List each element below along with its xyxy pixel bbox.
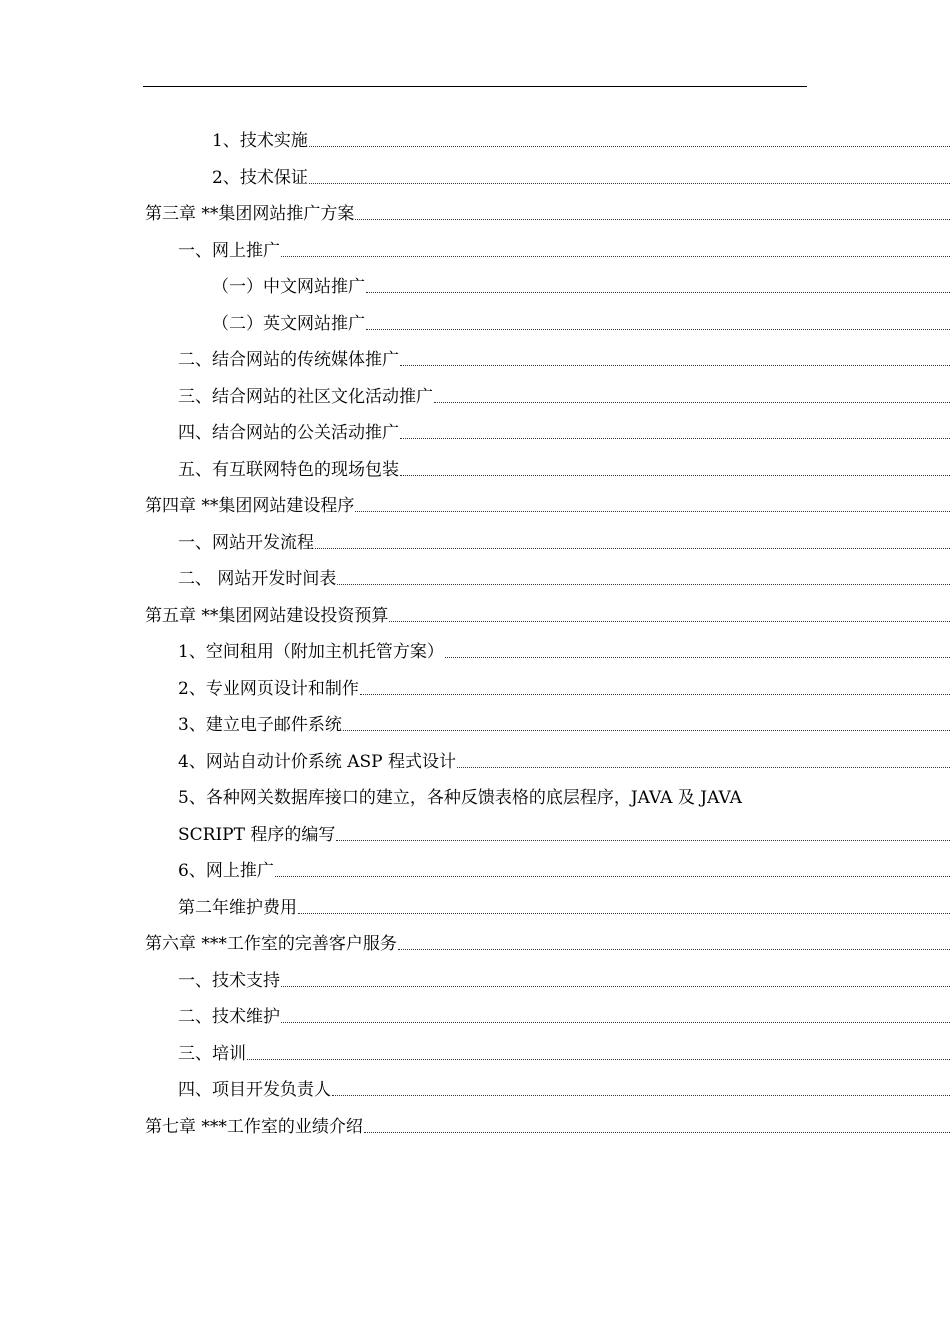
toc-dot-leader bbox=[315, 525, 950, 562]
toc-entry[interactable] bbox=[0, 561, 950, 598]
toc-entry[interactable] bbox=[0, 1036, 950, 1073]
toc-entry[interactable] bbox=[0, 744, 950, 781]
toc-dot-leader bbox=[398, 926, 950, 963]
toc-dot-leader bbox=[366, 306, 950, 343]
toc-dot-leader bbox=[332, 1072, 950, 1109]
toc-entry-text: 第七章 ***工作室的业绩介绍 bbox=[145, 1109, 364, 1146]
toc-dot-leader bbox=[355, 488, 950, 525]
toc-entry[interactable] bbox=[0, 780, 950, 817]
toc-entry-text: 三、培训 bbox=[178, 1036, 247, 1073]
toc-entry-text: 第四章 **集团网站建设程序 bbox=[145, 488, 355, 525]
toc-entry[interactable] bbox=[0, 452, 950, 489]
toc-entry[interactable] bbox=[0, 160, 950, 197]
toc-entry-text: （二）英文网站推广 bbox=[212, 306, 366, 343]
toc-entry[interactable] bbox=[0, 123, 950, 160]
toc-dot-leader bbox=[364, 1109, 950, 1146]
toc-entry[interactable] bbox=[0, 598, 950, 635]
toc-dot-leader bbox=[366, 269, 950, 306]
toc-entry-text: 第二年维护费用 bbox=[178, 890, 298, 927]
toc-entry-text: 四、项目开发负责人 bbox=[178, 1072, 332, 1109]
toc-entry[interactable] bbox=[0, 379, 950, 416]
toc-entry-text: 2、技术保证 bbox=[212, 160, 309, 197]
toc-dot-leader bbox=[275, 853, 950, 890]
toc-dot-leader bbox=[389, 598, 950, 635]
toc-entry-text: 二、 网站开发时间表 bbox=[178, 561, 337, 598]
toc-dot-leader bbox=[309, 160, 950, 197]
header-rule bbox=[143, 86, 807, 87]
table-of-contents bbox=[0, 123, 950, 1145]
toc-entry-text: 一、网站开发流程 bbox=[178, 525, 315, 562]
toc-dot-leader bbox=[355, 196, 950, 233]
toc-entry[interactable] bbox=[0, 853, 950, 890]
toc-entry-text: 三、结合网站的社区文化活动推广 bbox=[178, 379, 434, 416]
toc-entry-text: 1、技术实施 bbox=[212, 123, 309, 160]
toc-entry[interactable] bbox=[0, 233, 950, 270]
toc-entry-text: 6、网上推广 bbox=[178, 853, 275, 890]
toc-dot-leader bbox=[343, 707, 950, 744]
toc-entry-text: 5、各种网关数据库接口的建立，各种反馈表格的底层程序，JAVA 及 JAVA bbox=[178, 780, 743, 817]
toc-dot-leader bbox=[434, 379, 950, 416]
toc-dot-leader bbox=[281, 963, 950, 1000]
toc-entry-text: 3、建立电子邮件系统 bbox=[178, 707, 343, 744]
toc-dot-leader bbox=[337, 561, 950, 598]
toc-entry-text: 一、网上推广 bbox=[178, 233, 281, 270]
toc-entry[interactable] bbox=[0, 525, 950, 562]
toc-entry[interactable] bbox=[0, 963, 950, 1000]
toc-dot-leader bbox=[298, 890, 950, 927]
toc-dot-leader bbox=[247, 1036, 950, 1073]
toc-entry-text: 五、有互联网特色的现场包装 bbox=[178, 452, 400, 489]
toc-entry[interactable] bbox=[0, 306, 950, 343]
toc-entry[interactable] bbox=[0, 926, 950, 963]
toc-dot-leader bbox=[281, 999, 950, 1036]
toc-entry[interactable] bbox=[0, 1072, 950, 1109]
toc-entry-text: （一）中文网站推广 bbox=[212, 269, 366, 306]
toc-entry-text: 4、网站自动计价系统 ASP 程式设计 bbox=[178, 744, 457, 781]
toc-entry-text: 1、空间租用（附加主机托管方案） bbox=[178, 634, 445, 671]
toc-entry-text: 四、结合网站的公关活动推广 bbox=[178, 415, 400, 452]
toc-entry-text: 一、技术支持 bbox=[178, 963, 281, 1000]
toc-entry[interactable] bbox=[0, 1109, 950, 1146]
toc-dot-leader bbox=[400, 452, 950, 489]
toc-entry-text: 二、技术维护 bbox=[178, 999, 281, 1036]
toc-entry-text: 2、专业网页设计和制作 bbox=[178, 671, 360, 708]
toc-entry-text: 第六章 ***工作室的完善客户服务 bbox=[145, 926, 398, 963]
toc-dot-leader bbox=[457, 744, 950, 781]
toc-entry[interactable] bbox=[0, 196, 950, 233]
toc-dot-leader bbox=[445, 634, 950, 671]
toc-entry[interactable] bbox=[0, 999, 950, 1036]
toc-entry-text: 二、结合网站的传统媒体推广 bbox=[178, 342, 400, 379]
toc-entry-text: 第五章 **集团网站建设投资预算 bbox=[145, 598, 389, 635]
toc-entry-text: SCRIPT 程序的编写 bbox=[178, 817, 336, 854]
toc-dot-leader bbox=[281, 233, 950, 270]
toc-entry[interactable] bbox=[0, 415, 950, 452]
toc-entry[interactable] bbox=[0, 707, 950, 744]
toc-dot-leader bbox=[309, 123, 950, 160]
toc-entry[interactable] bbox=[0, 817, 950, 854]
toc-dot-leader bbox=[400, 415, 950, 452]
toc-entry[interactable] bbox=[0, 890, 950, 927]
toc-entry[interactable] bbox=[0, 671, 950, 708]
toc-entry-text: 第三章 **集团网站推广方案 bbox=[145, 196, 355, 233]
toc-dot-leader bbox=[336, 817, 950, 854]
toc-entry[interactable] bbox=[0, 342, 950, 379]
toc-dot-leader bbox=[360, 671, 950, 708]
toc-entry[interactable] bbox=[0, 634, 950, 671]
toc-entry[interactable] bbox=[0, 488, 950, 525]
toc-entry[interactable] bbox=[0, 269, 950, 306]
toc-dot-leader bbox=[400, 342, 950, 379]
